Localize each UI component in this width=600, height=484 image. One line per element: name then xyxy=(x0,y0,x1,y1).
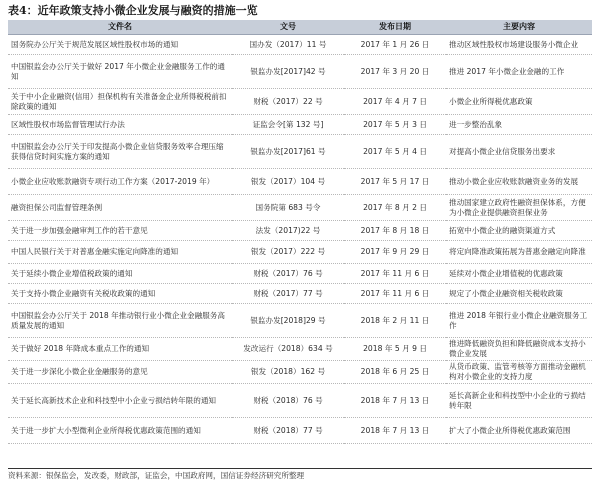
doc-number-cell: 国务院第 683 号令 xyxy=(232,195,344,221)
doc-number-cell: 银发（2017）222 号 xyxy=(232,241,344,264)
doc-number-cell: 财税（2017）22 号 xyxy=(232,89,344,115)
release-date-cell: 2017 年 11 月 6 日 xyxy=(344,264,446,284)
doc-number-cell: 证监会令[第 132 号] xyxy=(232,115,344,135)
main-content-cell: 拓宽中小微企业的融资渠道方式 xyxy=(446,221,592,241)
main-content-cell: 延续对小微企业增值税的优惠政策 xyxy=(446,264,592,284)
table-row xyxy=(8,284,592,304)
file-name-cell: 关于进一步加强金融审判工作的若干意见 xyxy=(8,221,232,241)
table-row xyxy=(8,89,592,115)
main-content-cell: 规定了小微企业融资相关税收政策 xyxy=(446,284,592,304)
file-name-cell: 中国银监会办公厅关于做好 2017 年小微企业金融服务工作的通知 xyxy=(8,55,232,89)
release-date-cell: 2017 年 8 月 2 日 xyxy=(344,195,446,221)
file-name-cell: 小微企业应收账款融资专项行动工作方案（2017-2019 年） xyxy=(8,169,232,195)
release-date-cell: 2018 年 7 月 13 日 xyxy=(344,418,446,444)
release-date-cell: 2017 年 5 月 17 日 xyxy=(344,169,446,195)
release-date-cell: 2017 年 11 月 6 日 xyxy=(344,284,446,304)
table-row xyxy=(8,55,592,89)
table-row xyxy=(8,35,592,55)
table-row xyxy=(8,418,592,444)
file-name-cell: 国务院办公厅关于规范发展区域性股权市场的通知 xyxy=(8,35,232,55)
doc-number-cell: 银发（2018）162 号 xyxy=(232,361,344,384)
table-row xyxy=(8,338,592,361)
file-name-cell: 中国银监会办公厅关于 2018 年推动银行业小微企业金融服务高质量发展的通知 xyxy=(8,304,232,338)
doc-number-cell: 财税（2018）77 号 xyxy=(232,418,344,444)
doc-number-cell: 国办发（2017）11 号 xyxy=(232,35,344,55)
table-row xyxy=(8,169,592,195)
release-date-cell: 2017 年 3 月 20 日 xyxy=(344,55,446,89)
doc-number-cell: 财税（2018）76 号 xyxy=(232,384,344,418)
table-row xyxy=(8,115,592,135)
doc-number-cell: 财税（2017）77 号 xyxy=(232,284,344,304)
file-name-cell: 关于中小企业融资(信用）担保机构有关准备金企业所得税税前扣除政策的通知 xyxy=(8,89,232,115)
file-name-cell: 中国人民银行关于对普惠金融实施定向降准的通知 xyxy=(8,241,232,264)
file-name-cell: 关于支持小微企业融资有关税收政策的通知 xyxy=(8,284,232,304)
header-doc-number: 文号 xyxy=(232,20,344,35)
doc-number-cell: 银监办发[2017]42 号 xyxy=(232,55,344,89)
table-row xyxy=(8,241,592,264)
main-content-cell: 对提高小微企业信贷服务出要求 xyxy=(446,135,592,169)
table-row xyxy=(8,135,592,169)
file-name-cell: 中国银监会办公厅关于印发提高小微企业信贷服务效率合理压缩获得信贷时间实施方案的通知 xyxy=(8,135,232,169)
doc-number-cell: 发改运行（2018）634 号 xyxy=(232,338,344,361)
file-name-cell: 关于进一步深化小微企业金融服务的意见 xyxy=(8,361,232,384)
doc-number-cell: 财税（2017）76 号 xyxy=(232,264,344,284)
main-content-cell: 将定向降准政策拓展为普惠金融定向降准 xyxy=(446,241,592,264)
table-title: 表4：近年政策支持小微企业发展与融资的措施一览 xyxy=(8,4,258,17)
main-content-cell: 推进 2018 年银行业小微企业融资服务工作 xyxy=(446,304,592,338)
table-header-row xyxy=(8,20,592,35)
main-content-cell: 推进 2017 年小微企业金融的工作 xyxy=(446,55,592,89)
main-content-cell: 延长高新企业和科技型中小企业的亏损结转年限 xyxy=(446,384,592,418)
release-date-cell: 2017 年 1 月 26 日 xyxy=(344,35,446,55)
doc-number-cell: 法发（2017)22 号 xyxy=(232,221,344,241)
table-row xyxy=(8,221,592,241)
policy-table-container xyxy=(8,20,592,444)
file-name-cell: 融资担保公司监督管理条例 xyxy=(8,195,232,221)
release-date-cell: 2018 年 6 月 25 日 xyxy=(344,361,446,384)
release-date-cell: 2017 年 8 月 18 日 xyxy=(344,221,446,241)
header-main-content: 主要内容 xyxy=(446,20,592,35)
file-name-cell: 关于做好 2018 年降成本重点工作的通知 xyxy=(8,338,232,361)
main-content-cell: 进一步整治乱象 xyxy=(446,115,592,135)
doc-number-cell: 银监办发[2018]29 号 xyxy=(232,304,344,338)
policy-table xyxy=(8,20,592,444)
main-content-cell: 推动国家建立政府性融资担保体系，方便为小微企业提供融资担保业务 xyxy=(446,195,592,221)
file-name-cell: 区域性股权市场监督管理试行办法 xyxy=(8,115,232,135)
table-row xyxy=(8,384,592,418)
file-name-cell: 关于进一步扩大小型微利企业所得税优惠政策范围的通知 xyxy=(8,418,232,444)
release-date-cell: 2018 年 2 月 11 日 xyxy=(344,304,446,338)
table-row xyxy=(8,264,592,284)
doc-number-cell: 银监办发[2017]61 号 xyxy=(232,135,344,169)
data-source-note: 资料来源：银保监会，发改委，财政部，证监会，中国政府网，国信证券经济研究所整理 xyxy=(8,468,592,482)
release-date-cell: 2017 年 4 月 7 日 xyxy=(344,89,446,115)
main-content-cell: 小微企业所得税优惠政策 xyxy=(446,89,592,115)
file-name-cell: 关于延长高新技术企业和科技型中小企业亏损结转年限的通知 xyxy=(8,384,232,418)
doc-number-cell: 银发（2017）104 号 xyxy=(232,169,344,195)
main-content-cell: 推动区域性股权市场建设服务小微企业 xyxy=(446,35,592,55)
table-row xyxy=(8,304,592,338)
table-row xyxy=(8,361,592,384)
table-row xyxy=(8,195,592,221)
main-content-cell: 扩大了小微企业所得税优惠政策范围 xyxy=(446,418,592,444)
main-content-cell: 推进降低融资负担和降低融资成本支持小微企业发展 xyxy=(446,338,592,361)
release-date-cell: 2017 年 9 月 29 日 xyxy=(344,241,446,264)
release-date-cell: 2017 年 5 月 4 日 xyxy=(344,135,446,169)
header-file-name: 文件名 xyxy=(8,20,232,35)
release-date-cell: 2018 年 5 月 9 日 xyxy=(344,338,446,361)
main-content-cell: 从货币政策、监管考核等方面推动金融机构对小微企业的支持力度 xyxy=(446,361,592,384)
main-content-cell: 推动小微企业应收账款融资业务的发展 xyxy=(446,169,592,195)
release-date-cell: 2017 年 5 月 3 日 xyxy=(344,115,446,135)
release-date-cell: 2018 年 7 月 13 日 xyxy=(344,384,446,418)
header-release-date: 发布日期 xyxy=(344,20,446,35)
file-name-cell: 关于延续小微企业增值税政策的通知 xyxy=(8,264,232,284)
